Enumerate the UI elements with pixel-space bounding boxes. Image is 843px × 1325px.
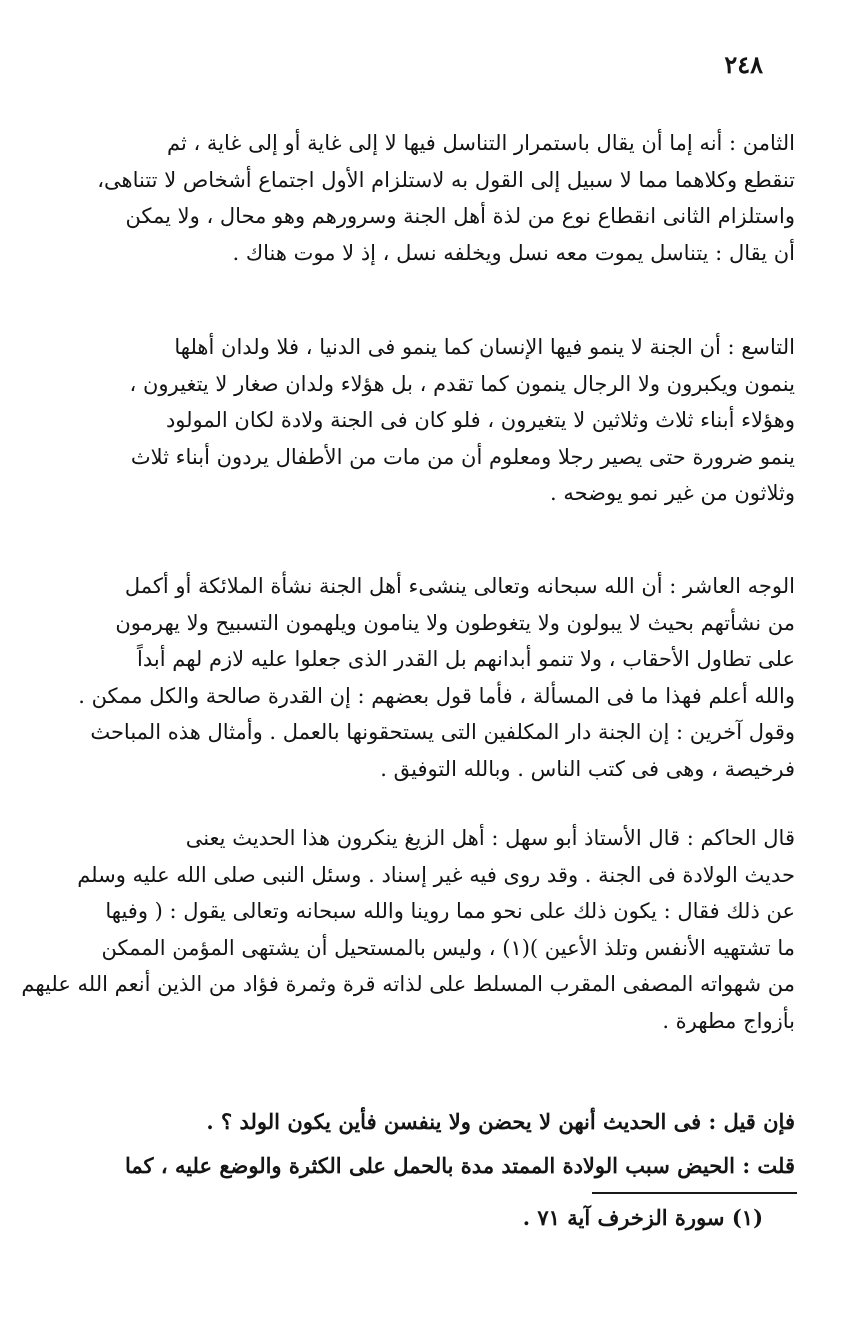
text-line: بأزواج مطهرة . (662, 1008, 795, 1033)
text-line: ينمو ضرورة حتى يصير رجلا ومعلوم أن من مات من الأطفال يردون أبناء ثلاث (130, 444, 795, 469)
text-line: التاسع : أن الجنة لا ينمو فيها الإنسان كما ينمو فى الدنيا ، فلا ولدان أهلها (174, 335, 795, 359)
text-line: وقول آخرين : إن الجنة دار المكلفين التى يستحقونها بالعمل . وأمثال هذه المباحث (90, 720, 795, 744)
text-line: واستلزام الثانى انقطاع نوع من لذة أهل الجنة وسرورهم وهو محال ، ولا يمكن (125, 204, 795, 228)
paragraph-ninth (100, 329, 795, 512)
text-line: الثامن : أنه إما أن يقال باستمرار التناسل فيها لا إلى غاية أو إلى غاية ، ثم (166, 131, 795, 155)
text-line: ما تشتهيه الأنفس وتلذ الأعين )(١) ، وليس بالمستحيل أن يشتهى المؤمن الممكن (101, 935, 795, 960)
page-number: ٢٤٨ (724, 50, 763, 79)
text-line: والله أعلم فهذا ما فى المسألة ، فأما قول بعضهم : إن القدرة صالحة والكل ممكن . (78, 683, 795, 708)
footnote-divider (592, 1192, 797, 1194)
text-line: حديث الولادة فى الجنة . وقد روى فيه غير إسناد . وسئل النبى صلى الله عليه وسلم (77, 862, 795, 887)
text-line: قلت : الحيض سبب الولادة الممتد مدة بالحمل على الكثرة والوضع عليه ، كما (125, 1153, 795, 1178)
text-line: من نشأتهم بحيث لا يبولون ولا يتغوطون ولا ينامون ويلهمون التسبيح ولا يهرمون (115, 610, 795, 635)
footnote: (١) سورة الزخرف آية ٧١ . (522, 1205, 763, 1230)
text-line: تنقطع وكلاهما مما لا سبيل إلى القول به لاستلزام الأول اجتماع أشخاص لا تتناهى، (97, 167, 795, 192)
text-line: فإن قيل : فى الحديث أنهن لا يحضن ولا ينفسن فأين يكون الولد ؟ . (206, 1109, 795, 1134)
paragraph-tenth (78, 568, 795, 787)
text-line: من شهواته المصفى المقرب المسلط على لذاته قرة وثمرة فؤاد من الذين أنعم الله عليهم (21, 972, 795, 996)
text-line: وهؤلاء أبناء ثلاث وثلاثين لا يتغيرون ، فلو كان فى الجنة ولادة لكان المولود (165, 408, 795, 432)
text-line: أن يقال : يتناسل يموت معه نسل ويخلفه نسل ، إذ لا موت هناك . (232, 240, 795, 265)
paragraph-eighth (97, 125, 795, 271)
text-line: وثلاثون من غير نمو يوضحه . (550, 481, 795, 505)
paragraph-hakim (21, 820, 795, 1039)
paragraph-question-answer (100, 1100, 795, 1188)
text-line: فرخيصة ، وهى فى كتب الناس . وبالله التوفيق . (380, 756, 795, 781)
text-line: قال الحاكم : قال الأستاذ أبو سهل : أهل الزيغ ينكرون هذا الحديث يعنى (185, 826, 795, 850)
text-line: عن ذلك فقال : يكون ذلك على نحو مما روينا والله سبحانه وتعالى يقول : ( وفيها (105, 899, 795, 923)
text-line: ينمون ويكبرون ولا الرجال ينمون كما تقدم ، بل هؤلاء ولدان صغار لا يتغيرون ، (129, 371, 795, 396)
text-line: الوجه العاشر : أن الله سبحانه وتعالى ينشىء أهل الجنة نشأة الملائكة أو أكمل (124, 574, 795, 598)
text-line: على تطاول الأحقاب ، ولا تنمو أبدانهم بل القدر الذى جعلوا عليه لازم لهم أبداً (137, 647, 795, 671)
